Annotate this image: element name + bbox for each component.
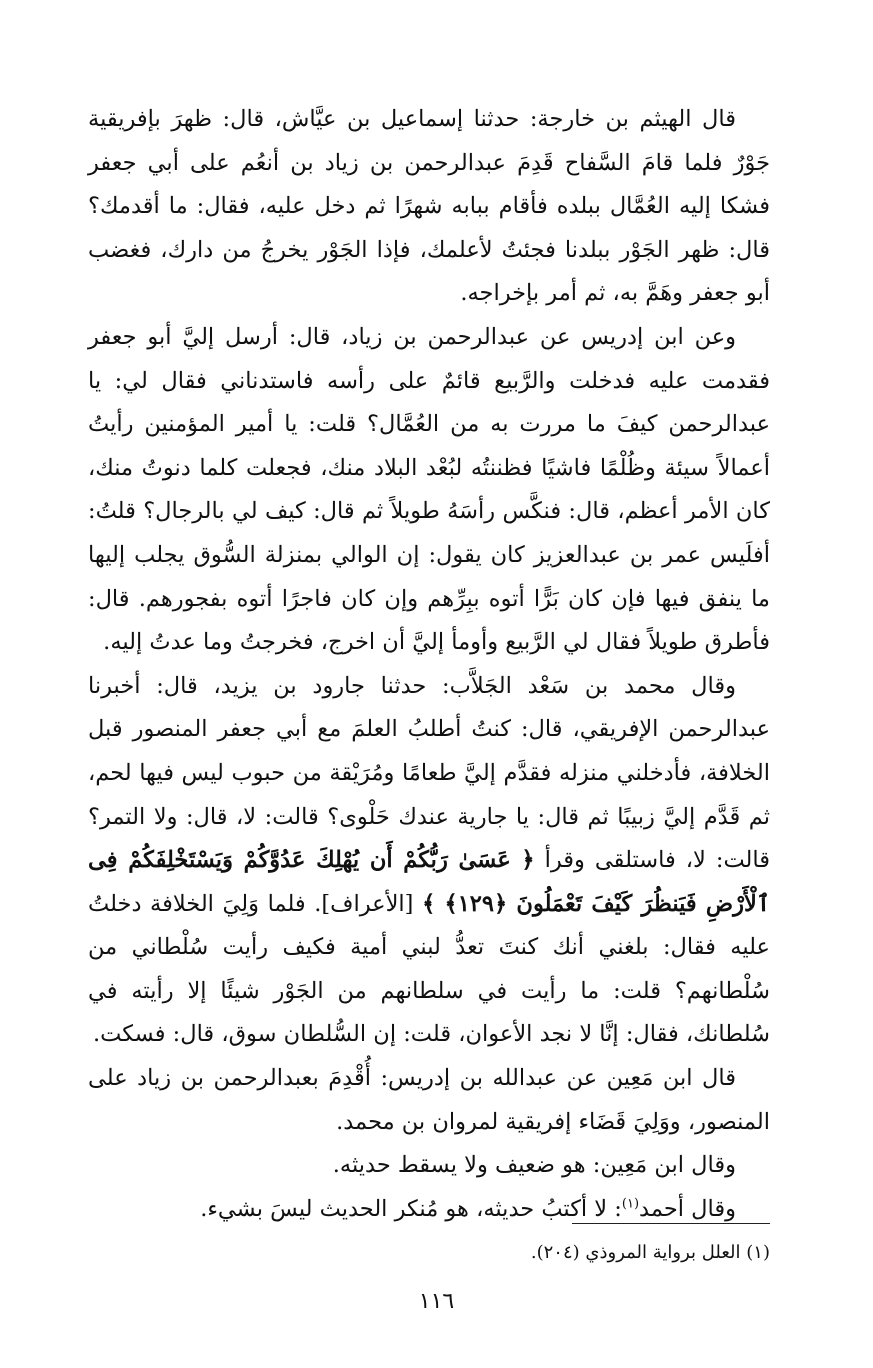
footnote — [88, 1238, 770, 1268]
page-number: ١١٦ — [418, 1289, 455, 1314]
paragraph-2: وعن ابن إدريس عن عبدالرحمن بن زياد، قال: أرسل إليَّ أبو جعفر فقدمت عليه فدخلت والرَّبيع قائمٌ على رأسه فاستدناني فقال لي: يا عبدالرحمن كيفَ ما مررت به من العُمَّال؟ قلت: يا أمير المؤمنين رأيتُ أعمالاً سيئة وظُلْمًا فاشيًا فظننتُه لبُعْد البلاد منك، فجعلت كلما دنوتُ منك، كان الأمر أعظم، قال: فنكَّس رأسَهُ طويلاً ثم قال: كيف لي بالرجال؟ قلتُ: أفلَيس عمر بن عبدالعزيز كان يقول: إن الوالي بمنزلة السُّوق يجلب إليها ما ينفق فيها فإن كان بَرًّا أتوه ببِرِّهم وإن كان فاجرًا أتوه بفجورهم. قال: فأطرق طويلاً فقال لي الرَّبيع وأومأ إليَّ أن اخرج، فخرجتُ وما عدتُ إليه. — [88, 323, 770, 656]
paragraph-5: وقال ابن مَعِين: هو ضعيف ولا يسقط حديثه. — [332, 1152, 736, 1179]
footnote-text: العلل برواية المروذي (٢٠٤). — [530, 1242, 741, 1263]
quran-verse: ﴿ عَسَىٰ رَبُّكُمْ أَن يُهْلِكَ عَدُوَّكُمْ وَيَسْتَخْلِفَكُمْ فِى ٱلْأَرْضِ فَيَنظُرَ كَيْفَ تَعْمَلُونَ ﴿١٢٩﴾ ﴾ — [88, 847, 771, 917]
paragraph-3 — [88, 665, 770, 1057]
footnote-separator — [572, 1223, 770, 1224]
paragraph-6 — [88, 1188, 770, 1232]
main-text — [88, 98, 770, 1231]
paragraph-3-intro: وقال محمد بن سَعْد الجَلاَّب: حدثنا جارود بن يزيد، قال: أخبرنا عبدالرحمن الإفريقي، قال: كنتُ أطلبُ العلمَ مع أبي جعفر المنصور قبل الخلافة، فأدخلني منزله فقدَّم إليَّ طعامًا ومُرَيْقة من حبوب ليس فيها لحم، ثم قَدَّم إليَّ زبيبًا ثم قال: يا جارية عندك حَلْوى؟ قالت: لا، قال: ولا التمر؟ قالت: لا، فاستلقى وقرأ — [88, 672, 771, 874]
paragraph-6-end: : لا أكتبُ حديثه، هو مُنكر الحديث ليسَ بشيء. — [200, 1195, 622, 1222]
paragraph-1: قال الهيثم بن خارجة: حدثنا إسماعيل بن عيَّاش، قال: ظهرَ بإفريقية جَوْرٌ فلما قامَ السَّفاح قَدِمَ عبدالرحمن بن زياد بن أنعُم على أبي جعفر فشكا إليه العُمَّال ببلده فأقام ببابه شهرًا ثم دخل عليه، فقال: ما أقدمك؟ قال: ظهر الجَوْر ببلدنا فجئتُ لأعلمك، فإذا الجَوْر يخرجُ من دارك، فغضب أبو جعفر وهَمَّ به، ثم أمر بإخراجه. — [88, 106, 770, 307]
surah-reference: [الأعراف]. — [314, 890, 414, 917]
paragraph-3-rest: فلما وَلِيَ الخلافة دخلتُ عليه فقال: بلغني أنك كنتَ تعدُّ لبني أمية فكيف رأيت سُلْطاني من سُلْطانهم؟ قلت: ما رأيت في سلطانهم من الجَوْر شيئًا إلا رأيته في سُلطانك، فقال: إنَّا لا نجد الأعوان، قلت: إن السُّلطان سوق، قال: فسكت. — [88, 890, 770, 1048]
paragraph-4: قال ابن مَعِين عن عبدالله بن إدريس: أُقْدِمَ بعبدالرحمن بن زياد على المنصور، ووَلِيَ قَضَاء إفريقية لمروان بن محمد. — [88, 1065, 770, 1135]
paragraph-6-start: وقال أحمد — [639, 1195, 736, 1222]
footnote-marker: (١) — [621, 1196, 640, 1212]
footnote-number: (١) — [746, 1242, 770, 1263]
